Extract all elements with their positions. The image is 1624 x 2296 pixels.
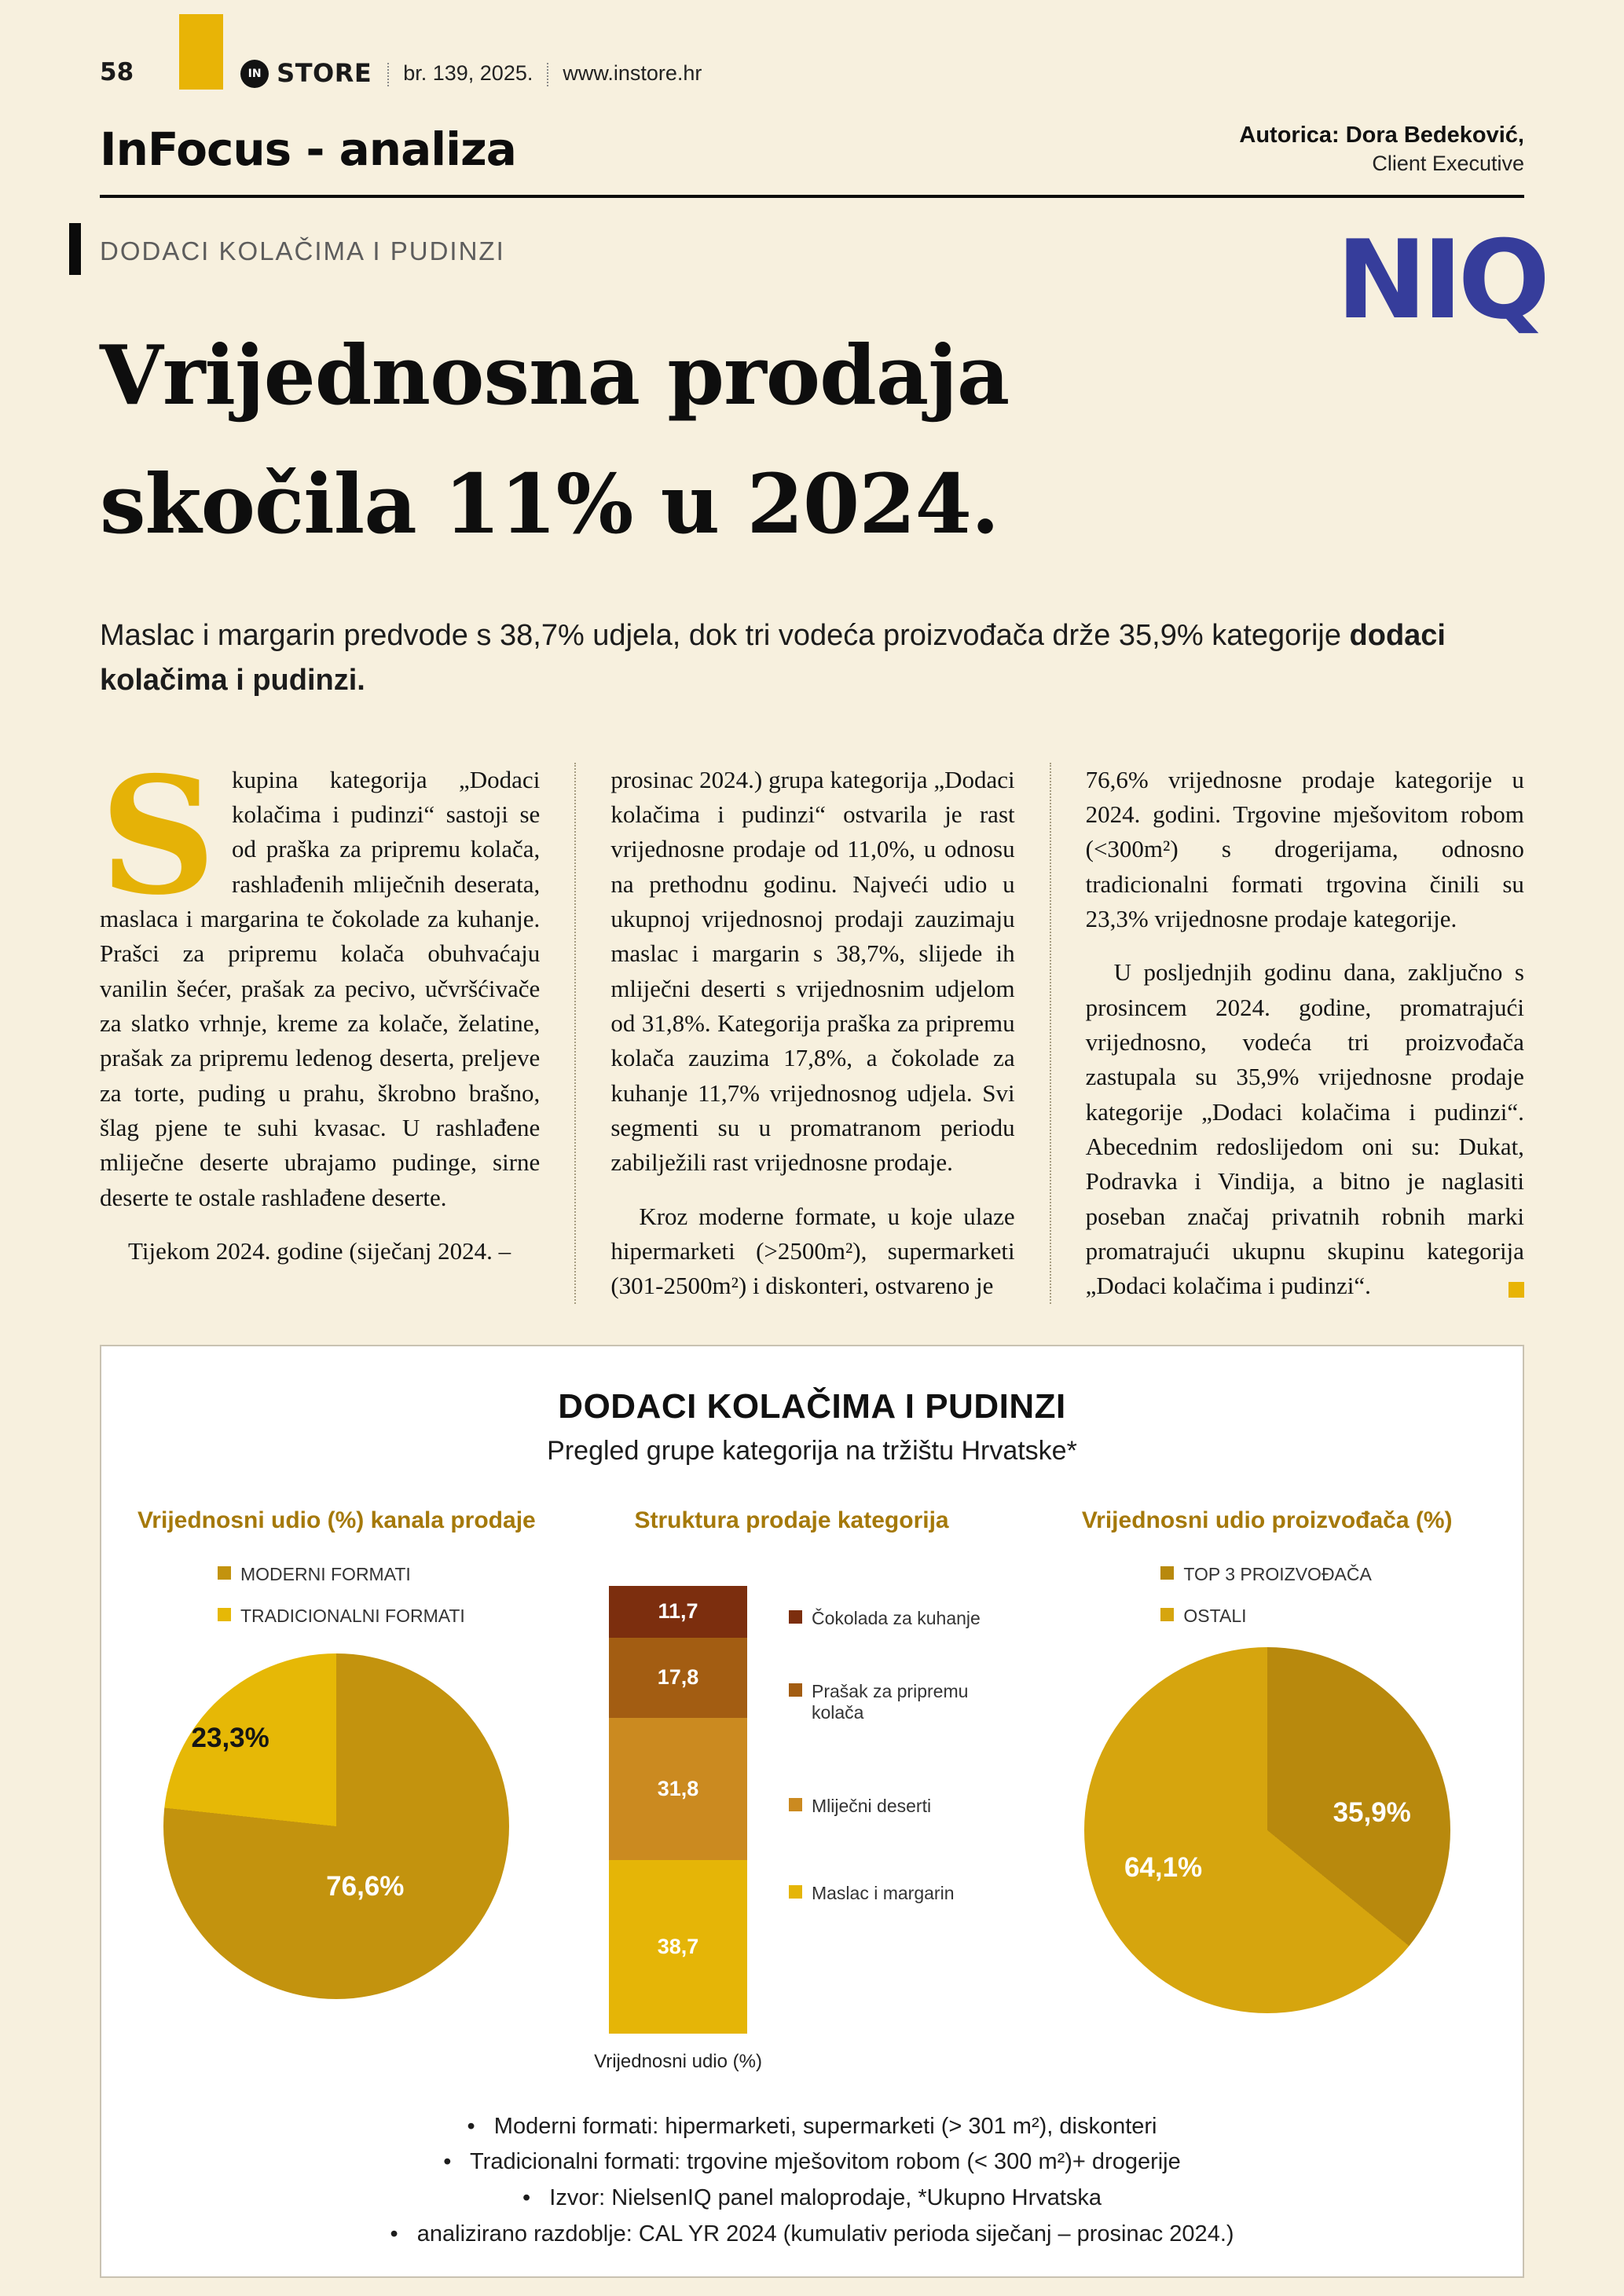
article-column-1 — [100, 742, 574, 1304]
legend-item — [1160, 1564, 1491, 1585]
footnote: • Izvor: NielsenIQ panel maloprodaje, *Ukupno Hrvatska — [133, 2181, 1491, 2217]
masthead-separator — [547, 63, 548, 86]
lede-bold-text: dodaci kolačima i pudinzi. — [100, 618, 1446, 697]
chart-panel-subtitle: Pregled grupe kategorija na tržištu Hrvatske* — [547, 1435, 1077, 1466]
section-title-main: InFocus — [100, 123, 291, 176]
kicker-row — [100, 226, 1524, 276]
article-column-2 — [574, 763, 1049, 1304]
footnote: • analizirano razdoblje: CAL YR 2024 (kumulativ perioda siječanj – prosinac 2024.) — [133, 2217, 1491, 2253]
pie-value-label: 35,9% — [1333, 1796, 1411, 1828]
legend-swatch-mlijecni — [789, 1798, 802, 1811]
pie-value-label: 76,6% — [326, 1870, 405, 1902]
legend-swatch-tradicionalni — [218, 1608, 231, 1621]
instore-logo-icon: IN — [240, 60, 269, 88]
legend-label: MODERNI FORMATI — [240, 1563, 411, 1584]
footnote: • Moderni formati: hipermarketi, supermarketi (> 301 m²), diskonteri — [133, 2109, 1491, 2145]
paragraph: prosinac 2024.) grupa kategorija „Dodaci kolačima i pudinzi“ ostvarila je rast vrijednosne prodaje od 11,0%, u odnosu na prethodnu godinu. Najveći udio u ukupnoj vrijednosnoj prodaji zauzimaju maslac i margarin s 38,7%, slijede ih mliječni deserti s vrijednosnim udjelom od 31,8%. Kategorija praška za pripremu kolača zauzima 17,8%, a čokolade za kuhanje 11,7% vrijednosnog udjela. Svi segmenti su u promatranom periodu zabilježili rast vrijednosne prodaje. — [610, 765, 1015, 1177]
legend-item — [789, 1883, 989, 1904]
lede — [100, 613, 1524, 703]
chart-panel — [100, 1345, 1524, 2278]
bar-value-label: 38,7 — [657, 1934, 699, 1958]
legend-swatch-moderni — [218, 1566, 231, 1580]
legend-label: TOP 3 PROIZVOĐAČA — [1183, 1563, 1372, 1584]
lede-text: Maslac i margarin predvode s 38,7% udjela, dok tri vodeća proizvođača drže 35,9% kategorije — [100, 618, 1341, 652]
paragraph: Kroz moderne formate, u koje ulaze hipermarketi (>2500m²), supermarketi (301-2500m²) i diskonteri, ostvareno je — [610, 1202, 1015, 1300]
paragraph: 76,6% vrijednosne prodaje kategorije u 2024. godini. Trgovine mješovitom robom (<300m²) s drogerijama, odnosno tradicionalni formati trgovina činili su 23,3% vrijednosne prodaje kategorije. — [1085, 765, 1524, 932]
bar-wrap — [594, 1586, 762, 2073]
legend-swatch-maslac — [789, 1885, 802, 1899]
legend-label: TRADICIONALNI FORMATI — [240, 1605, 465, 1626]
website-url: www.instore.hr — [563, 61, 702, 85]
headline-line2: skočila 11% u 2024. — [100, 456, 999, 553]
producers-chart-title: Vrijednosni udio proizvođača (%) — [1081, 1507, 1453, 1533]
legend-swatch-ostali — [1160, 1608, 1174, 1621]
paragraph: Tijekom 2024. godine (siječanj 2024. – — [128, 1236, 511, 1265]
producers-pie — [1084, 1647, 1450, 2013]
issue-number: br. 139, 2025. — [403, 61, 533, 85]
legend-item — [218, 1564, 541, 1585]
chart-panel-title: DODACI KOLAČIMA I PUDINZI — [558, 1386, 1066, 1426]
channels-pie — [163, 1653, 509, 1999]
legend-item — [789, 1681, 989, 1723]
bar-segment-prasak — [609, 1638, 747, 1717]
bar-value-label: 17,8 — [657, 1665, 699, 1690]
channels-chart-title: Vrijednosni udio (%) kanala prodaje — [137, 1507, 536, 1533]
channels-chart — [133, 1507, 541, 2073]
instore-logo-text: STORE — [277, 58, 372, 88]
legend-label: Čokolada za kuhanje — [811, 1607, 981, 1628]
article-body — [100, 742, 1524, 1304]
stacked-bar — [609, 1586, 747, 2034]
section-title-suffix: - analiza — [306, 123, 516, 176]
bar-segment-maslac — [609, 1860, 747, 2034]
legend-item — [789, 1608, 989, 1629]
niq-logo: NIQ — [1336, 217, 1545, 343]
producers-chart — [1043, 1507, 1491, 2073]
headline — [100, 311, 1524, 569]
structure-chart-title: Struktura prodaje kategorija — [634, 1507, 949, 1533]
masthead-yellow-block — [179, 14, 223, 90]
headline-line1: Vrijednosna prodaja — [100, 327, 1010, 423]
legend-item — [1160, 1606, 1491, 1627]
pie-value-label: 23,3% — [191, 1722, 269, 1753]
section-header — [100, 123, 1524, 176]
masthead-separator — [387, 63, 389, 86]
bar-segment-mlijecni — [609, 1718, 747, 1860]
page-number: 58 — [100, 58, 134, 86]
legend-item — [789, 1796, 989, 1817]
bar-value-label: 11,7 — [658, 1599, 698, 1624]
header-rule — [100, 195, 1524, 198]
author-name: Autorica: Dora Bedeković, — [1239, 123, 1524, 148]
kicker-tick — [69, 223, 81, 275]
legend-label: Prašak za pripremu kolača — [811, 1680, 969, 1723]
legend-label: OSTALI — [1183, 1605, 1247, 1626]
paragraph: U posljednjih godinu dana, zaključno s prosincem 2024. godine, promatrajući vrijednosno, vodeća tri proizvođača zastupala su 35,9% vrijednosne prodaje kategorije „Dodaci kolačima i pudinzi“. Abecednim redoslijedom oni su: Dukat, Podravka i Vindija, a bitno je naglasiti poseban značaj privatnih robnih marki promatrajući ukupnu skupinu kategorija „Dodaci kolačima i pudinzi“. — [1085, 958, 1524, 1300]
bar-x-axis-label: Vrijednosni udio (%) — [594, 2050, 762, 2072]
bar-segment-cokolada — [609, 1586, 747, 1639]
charts-row — [133, 1507, 1491, 2073]
structure-chart — [541, 1507, 1043, 2073]
category-kicker: DODACI KOLAČIMA I PUDINZI — [100, 236, 505, 265]
pie-value-label: 64,1% — [1124, 1851, 1203, 1883]
author-block — [1239, 123, 1524, 176]
legend-swatch-prasak — [789, 1683, 802, 1697]
channels-legend — [218, 1564, 541, 1627]
legend-swatch-top3 — [1160, 1566, 1174, 1580]
dropcap: S — [100, 742, 217, 931]
bar-value-label: 31,8 — [657, 1776, 699, 1800]
legend-item — [218, 1606, 541, 1627]
producers-legend — [1160, 1564, 1491, 1627]
end-of-article-marker — [1509, 1282, 1524, 1298]
footnote: • Tradicionalni formati: trgovine mješovitom robom (< 300 m²)+ drogerije — [133, 2144, 1491, 2181]
masthead — [100, 13, 1524, 90]
article-column-3 — [1050, 763, 1524, 1304]
author-role: Client Executive — [1372, 152, 1524, 175]
structure-legend — [789, 1586, 989, 2073]
legend-swatch-cokolada — [789, 1610, 802, 1624]
bar-area — [541, 1586, 1043, 2073]
paragraph: kupina kategorija „Dodaci kolačima i pudinzi“ sastoji se od praška za pripremu kolača, rashlađenih mliječnih deserata, maslaca i margarina te čokolade za kuhanje. Prašci za pripremu kolača obuhvaćaju vanilin šećer, prašak za pecivo, učvršćivače za slatko vrhnje, kreme za kolače, želatine, prašak za pripremu ledenog deserta, preljeve za torte, puding u prahu, škrobno brašno, šlag pjene te suhi kvasac. U rashlađene mliječne deserte ubrajamo pudinge, sirne deserte te ostale rashlađene deserte. — [100, 765, 541, 1211]
section-title — [100, 123, 516, 176]
chart-footnotes — [133, 2109, 1491, 2253]
legend-label: Maslac i margarin — [811, 1882, 955, 1903]
legend-label: Mliječni deserti — [811, 1795, 932, 1816]
